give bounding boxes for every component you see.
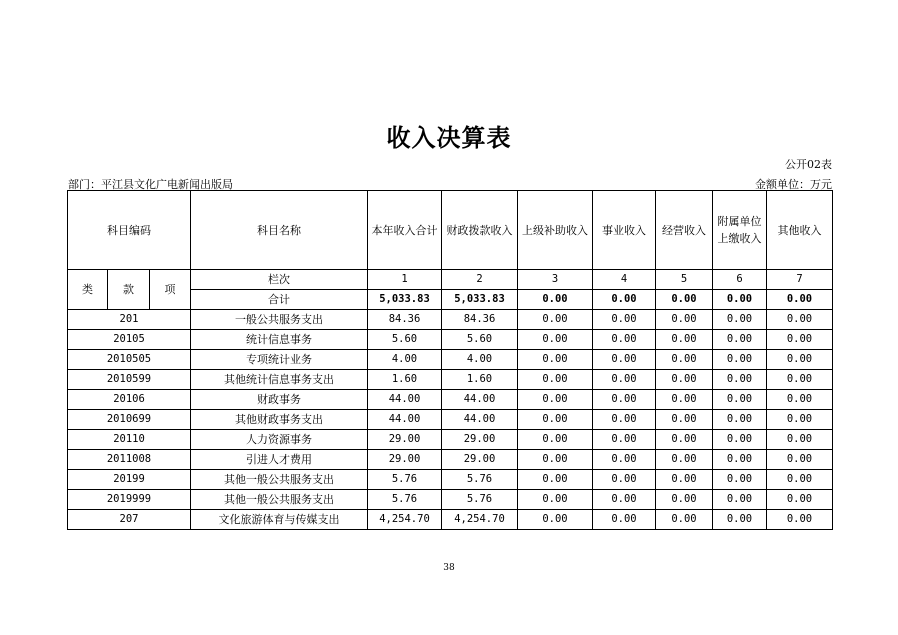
row-value: 0.00 (656, 470, 713, 490)
lei-header: 类 (68, 270, 108, 310)
row-value: 0.00 (713, 350, 767, 370)
row-value: 5.76 (368, 470, 442, 490)
row-code: 20105 (68, 330, 191, 350)
code-header: 科目编码 (68, 191, 191, 270)
row-value: 0.00 (656, 430, 713, 450)
row-value: 0.00 (518, 330, 593, 350)
kuan-header: 款 (108, 270, 150, 310)
row-value: 0.00 (518, 450, 593, 470)
row-name: 其他一般公共服务支出 (191, 490, 368, 510)
row-value: 0.00 (767, 510, 833, 530)
row-value: 0.00 (656, 330, 713, 350)
column-number-row (68, 270, 833, 290)
row-code: 2010505 (68, 350, 191, 370)
row-value: 0.00 (713, 510, 767, 530)
table-row (68, 430, 833, 450)
row-value: 0.00 (656, 510, 713, 530)
row-value: 0.00 (518, 490, 593, 510)
row-name: 专项统计业务 (191, 350, 368, 370)
row-code: 2010599 (68, 370, 191, 390)
column-header: 财政拨款收入 (442, 191, 518, 270)
table-row (68, 350, 833, 370)
row-value: 0.00 (713, 450, 767, 470)
row-value: 5.60 (442, 330, 518, 350)
row-code: 201 (68, 310, 191, 330)
row-value: 84.36 (368, 310, 442, 330)
row-code: 20199 (68, 470, 191, 490)
row-value: 0.00 (593, 410, 656, 430)
form-number: 公开02表 (785, 158, 832, 171)
row-value: 0.00 (656, 310, 713, 330)
row-value: 0.00 (713, 470, 767, 490)
row-value: 0.00 (593, 330, 656, 350)
table-row (68, 470, 833, 490)
row-value: 29.00 (442, 430, 518, 450)
row-code: 2011008 (68, 450, 191, 470)
table-row (68, 390, 833, 410)
row-value: 44.00 (368, 390, 442, 410)
row-value: 29.00 (368, 430, 442, 450)
table-row (68, 490, 833, 510)
row-value: 0.00 (518, 470, 593, 490)
row-value: 0.00 (518, 350, 593, 370)
row-value: 0.00 (767, 430, 833, 450)
column-number: 1 (368, 270, 442, 290)
row-name: 人力资源事务 (191, 430, 368, 450)
column-number: 3 (518, 270, 593, 290)
row-value: 5.76 (368, 490, 442, 510)
row-value: 1.60 (368, 370, 442, 390)
row-value: 0.00 (713, 430, 767, 450)
row-value: 0.00 (593, 370, 656, 390)
row-value: 0.00 (656, 490, 713, 510)
table-row (68, 330, 833, 350)
xiang-header: 项 (150, 270, 191, 310)
column-header: 本年收入合计 (368, 191, 442, 270)
row-value: 1.60 (442, 370, 518, 390)
row-value: 44.00 (442, 390, 518, 410)
row-value: 0.00 (593, 510, 656, 530)
row-value: 0.00 (593, 310, 656, 330)
total-value: 5,033.83 (442, 290, 518, 310)
row-value: 5.76 (442, 470, 518, 490)
row-value: 0.00 (518, 510, 593, 530)
row-code: 20110 (68, 430, 191, 450)
row-value: 0.00 (767, 390, 833, 410)
row-value: 0.00 (656, 390, 713, 410)
row-value: 0.00 (593, 390, 656, 410)
table-row (68, 410, 833, 430)
row-value: 0.00 (518, 310, 593, 330)
total-value: 0.00 (713, 290, 767, 310)
row-value: 0.00 (518, 370, 593, 390)
row-value: 0.00 (767, 450, 833, 470)
total-value: 0.00 (593, 290, 656, 310)
row-value: 5.76 (442, 490, 518, 510)
row-name: 其他一般公共服务支出 (191, 470, 368, 490)
column-number: 6 (713, 270, 767, 290)
column-number: 4 (593, 270, 656, 290)
row-value: 29.00 (442, 450, 518, 470)
column-number: 5 (656, 270, 713, 290)
total-value: 0.00 (518, 290, 593, 310)
row-name: 财政事务 (191, 390, 368, 410)
total-label: 合计 (191, 290, 368, 310)
column-number: 2 (442, 270, 518, 290)
header-row (68, 191, 833, 270)
row-value: 0.00 (713, 390, 767, 410)
row-value: 0.00 (713, 330, 767, 350)
row-value: 0.00 (518, 390, 593, 410)
table-row (68, 310, 833, 330)
row-value: 0.00 (518, 410, 593, 430)
row-value: 0.00 (713, 370, 767, 390)
table-row (68, 510, 833, 530)
row-value: 0.00 (767, 370, 833, 390)
column-header: 经营收入 (656, 191, 713, 270)
row-value: 0.00 (767, 330, 833, 350)
row-value: 0.00 (656, 350, 713, 370)
row-name: 文化旅游体育与传媒支出 (191, 510, 368, 530)
row-value: 0.00 (656, 450, 713, 470)
row-value: 0.00 (767, 310, 833, 330)
column-number: 7 (767, 270, 833, 290)
column-header: 附属单位上缴收入 (713, 191, 767, 270)
table-row (68, 450, 833, 470)
table-row (68, 370, 833, 390)
row-value: 84.36 (442, 310, 518, 330)
row-value: 0.00 (713, 310, 767, 330)
row-value: 0.00 (518, 430, 593, 450)
total-value: 0.00 (656, 290, 713, 310)
row-code: 2010699 (68, 410, 191, 430)
row-name: 统计信息事务 (191, 330, 368, 350)
income-table (67, 190, 833, 530)
row-value: 0.00 (656, 410, 713, 430)
row-value: 0.00 (767, 470, 833, 490)
row-value: 0.00 (593, 450, 656, 470)
row-value: 0.00 (593, 490, 656, 510)
row-value: 0.00 (767, 410, 833, 430)
department-label: 部门：平江县文化广电新闻出版局 (68, 178, 233, 191)
column-header: 其他收入 (767, 191, 833, 270)
row-value: 4,254.70 (442, 510, 518, 530)
row-code: 207 (68, 510, 191, 530)
column-header: 事业收入 (593, 191, 656, 270)
row-value: 4,254.70 (368, 510, 442, 530)
row-value: 0.00 (593, 350, 656, 370)
row-value: 29.00 (368, 450, 442, 470)
row-value: 0.00 (713, 410, 767, 430)
row-value: 0.00 (713, 490, 767, 510)
row-name: 其他统计信息事务支出 (191, 370, 368, 390)
row-code: 2019999 (68, 490, 191, 510)
row-value: 0.00 (767, 350, 833, 370)
page-title: 收入决算表 (386, 124, 512, 152)
lanci-label: 栏次 (191, 270, 368, 290)
column-header: 上级补助收入 (518, 191, 593, 270)
row-value: 44.00 (442, 410, 518, 430)
row-value: 5.60 (368, 330, 442, 350)
row-name: 一般公共服务支出 (191, 310, 368, 330)
row-value: 0.00 (593, 430, 656, 450)
row-code: 20106 (68, 390, 191, 410)
name-header: 科目名称 (191, 191, 368, 270)
row-name: 其他财政事务支出 (191, 410, 368, 430)
row-value: 44.00 (368, 410, 442, 430)
unit-label: 金额单位：万元 (755, 178, 832, 191)
row-name: 引进人才费用 (191, 450, 368, 470)
row-value: 0.00 (593, 470, 656, 490)
row-value: 0.00 (767, 490, 833, 510)
row-value: 4.00 (368, 350, 442, 370)
total-value: 5,033.83 (368, 290, 442, 310)
row-value: 4.00 (442, 350, 518, 370)
row-value: 0.00 (656, 370, 713, 390)
total-value: 0.00 (767, 290, 833, 310)
page-number: 38 (443, 563, 455, 573)
